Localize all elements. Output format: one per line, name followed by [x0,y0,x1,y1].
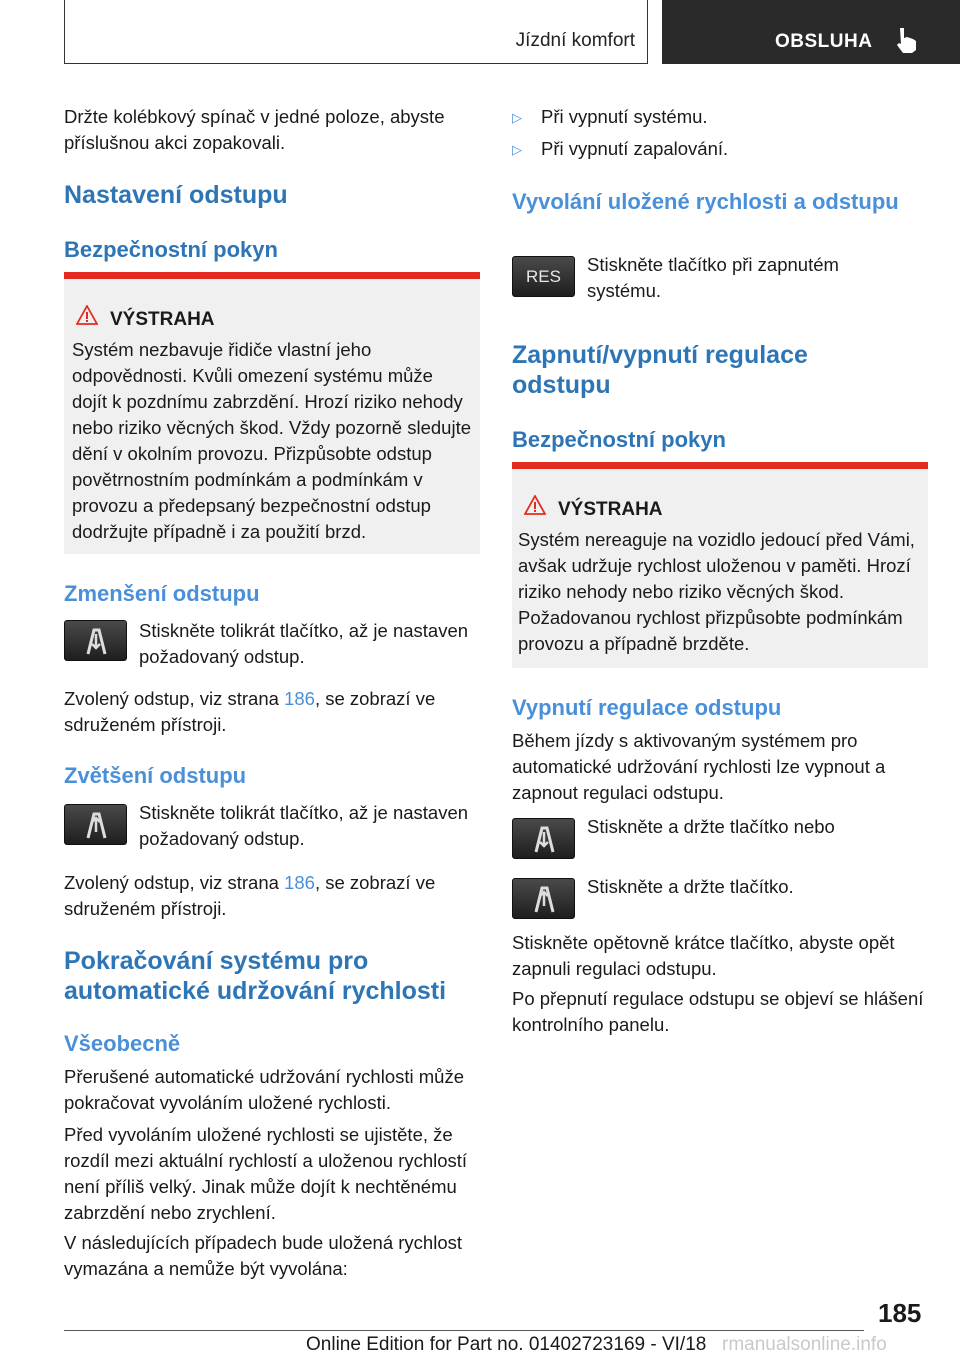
pointing-hand-icon [894,26,920,54]
heading-zmenseni-odstupu: Zmenšení odstupu [64,581,260,606]
distance-icon [65,805,128,846]
warning-box-left [64,272,480,554]
heading-pokracovani-2: automatické udržování rychlosti [64,977,447,1005]
reference-text: , se zobrazí ve sdruženém přístroji. [64,872,436,919]
res-instruction: Stiskněte tlačítko při zapnutém systému. [587,254,839,301]
warning-title: VÝSTRAHA [110,309,215,330]
zvetseni-instruction: Stiskněte tolikrát tlačítko, až je nastaven požadovaný odstup. [139,802,469,849]
distance-decrease-button-image [64,620,127,661]
paragraph-znovu: Stiskněte opětovně krátce tlačítko, abyste opět zapnuli regulaci odstupu. [512,932,895,979]
zvetseni-reference [64,870,474,922]
reference-text: Zvolený odstup, viz strana [64,872,285,893]
heading-zapnuti-vypnuti: Zapnutí/vypnutí regulace odstupu [512,341,808,399]
header-chapter-tab [662,0,960,64]
reference-text: Zvolený odstup, viz strana [64,688,285,709]
warning-title: VÝSTRAHA [558,499,663,520]
watermark-text: rmanualsonline.info [722,1334,887,1355]
heading-pokracovani-1: Pokračování systému pro [64,947,369,975]
distance-button-image-2 [512,878,575,919]
paragraph-3: V následujících případech bude uložená rychlost vymazána a nemůže být vyvolána: [64,1232,463,1279]
bullet-item: Při vypnutí systému. [541,106,708,127]
header-chapter-label: OBSLUHA [775,31,873,52]
zmenseni-reference [64,686,474,738]
warning-triangle-icon [76,305,98,325]
header-section-box [64,0,648,64]
res-button-image [512,256,575,297]
paragraph-prepnuti: Po přepnutí regulace odstupu se objeví se hlášení kontrolního panelu. [512,988,924,1035]
distance-button-image-1 [512,818,575,859]
btn2-instruction: Stiskněte a držte tlačítko. [587,876,794,897]
distance-increase-button-image [64,804,127,845]
distance-icon [513,819,576,860]
paragraph-2: Před vyvoláním uložené rychlosti se ujistěte, že rozdíl mezi aktuální rychlostí a uloženou rychlostí není příliš velký. Jinak může dojít k nechtěnému zabrzdění nebo zrychlení. [64,1124,468,1223]
heading-vyvolani: Vyvolání uložené rychlosti a odstupu [512,189,899,214]
distance-icon [513,879,576,920]
bullet-triangle-icon: ▷ [512,142,522,157]
warning-text: Systém nezbavuje řidiče vlastní jeho odpovědnosti. Kvůli omezení systému může dojít k pozdnímu zabrzdění. Hrozí riziko nehody nebo riziko věcných škod. Vždy pozorně sledujte dění v okolním provozu. Přizpůsobte odstup povětrnostním podmínkám a podmínkám v provozu a předepsaný bezpečnostní odstup dodržujte případně i za použití brzd. [72,339,471,542]
warning-box-right [512,462,928,668]
paragraph-1: Přerušené automatické udržování rychlosti může pokračovat vyvoláním uložené rychlosti. [64,1066,464,1113]
page-reference-link[interactable]: 186 [284,688,315,709]
page-number: 185 [878,1298,922,1328]
footer-edition: Online Edition for Part no. 01402723169 - VI/18 [306,1334,707,1355]
warning-text: Systém nereaguje na vozidlo jedoucí před Vámi, avšak udržuje rychlost uloženou v paměti. Hrozí riziko nehody nebo riziko věcných škod. Požadovanou rychlost přizpůsobte podmínkám provozu a případně brzděte. [518,529,915,654]
vypnuti-paragraph: Během jízdy s aktivovaným systémem pro automatické udržování rychlosti lze vypnout a zapnout regulaci odstupu. [512,730,886,803]
bullet-triangle-icon: ▷ [512,110,522,125]
heading-zvetseni-odstupu: Zvětšení odstupu [64,763,247,788]
heading-vypnuti-regulace: Vypnutí regulace odstupu [512,695,782,720]
heading-nastaveni-odstupu: Nastavení odstupu [64,181,288,209]
res-button-label: RES [526,267,561,286]
bullet-item: Při vypnutí zapalování. [541,138,729,159]
reference-text: , se zobrazí ve sdruženém přístroji. [64,688,436,735]
heading-bezpecnostni-pokyn: Bezpečnostní pokyn [64,237,278,262]
heading-bezpecnostni-pokyn-right: Bezpečnostní pokyn [512,427,726,452]
zmenseni-instruction: Stiskněte tolikrát tlačítko, až je nastaven požadovaný odstup. [139,620,469,667]
btn1-instruction: Stiskněte a držte tlačítko nebo [587,816,835,837]
header-section-title: Jízdní komfort [515,30,635,51]
warning-triangle-icon [524,495,546,515]
intro-paragraph: Držte kolébkový spínač v jedné poloze, abyste příslušnou akci zopakovali. [64,106,445,153]
heading-vseobecne: Všeobecně [64,1031,181,1056]
footer-divider [64,1330,864,1331]
page-reference-link[interactable]: 186 [284,872,315,893]
distance-icon [65,621,128,662]
